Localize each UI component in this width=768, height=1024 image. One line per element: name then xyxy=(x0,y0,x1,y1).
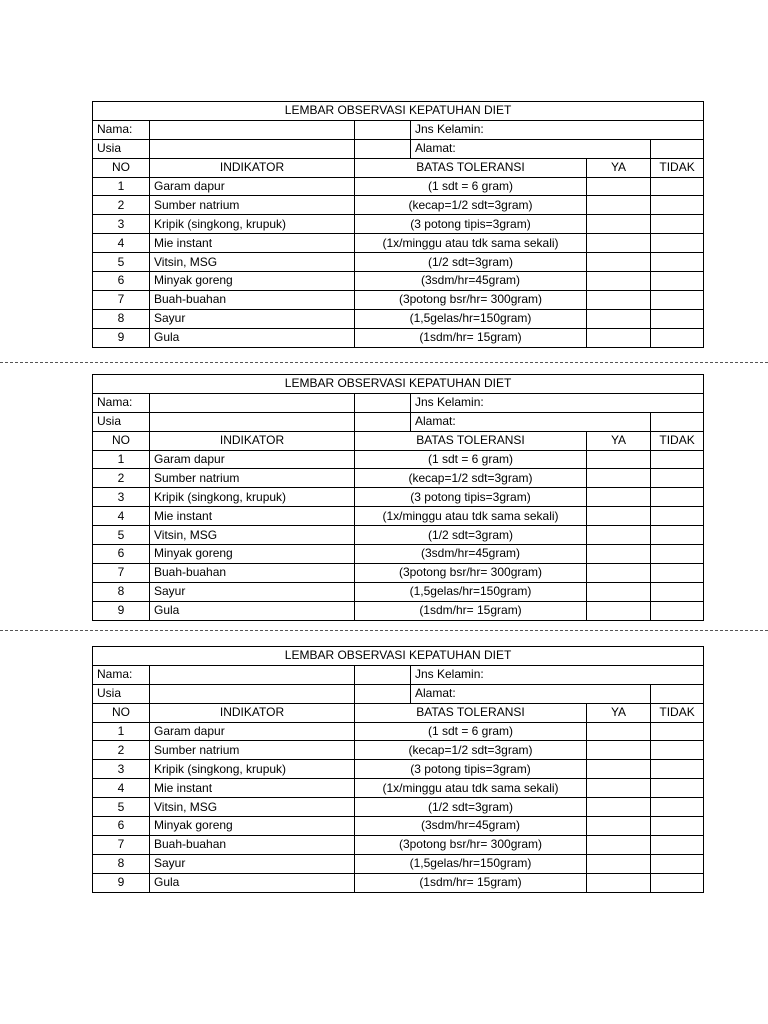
usia-extra-field[interactable] xyxy=(355,684,411,703)
row-indikator: Minyak goreng xyxy=(150,545,355,564)
row-tidak-checkbox[interactable] xyxy=(651,582,704,601)
row-tidak-checkbox[interactable] xyxy=(651,272,704,291)
row-indikator: Mie instant xyxy=(150,234,355,253)
row-ya-checkbox[interactable] xyxy=(587,177,651,196)
row-indikator: Garam dapur xyxy=(150,450,355,469)
table-row xyxy=(93,309,704,328)
row-batas-toleransi: (1sdm/hr= 15gram) xyxy=(355,873,587,892)
table-row xyxy=(93,582,704,601)
row-batas-toleransi: (kecap=1/2 sdt=3gram) xyxy=(355,196,587,215)
row-batas-toleransi: (1x/minggu atau tdk sama sekali) xyxy=(355,507,587,526)
row-tidak-checkbox[interactable] xyxy=(651,722,704,741)
alamat-field[interactable]: Alamat: xyxy=(411,412,651,431)
row-indikator: Kripik (singkong, krupuk) xyxy=(150,760,355,779)
header-no: NO xyxy=(93,158,150,177)
header-ya: YA xyxy=(587,703,651,722)
table-row xyxy=(93,469,704,488)
header-batas-toleransi: BATAS TOLERANSI xyxy=(355,431,587,450)
table-row xyxy=(93,779,704,798)
row-tidak-checkbox[interactable] xyxy=(651,779,704,798)
row-no: 8 xyxy=(93,854,150,873)
nama-row xyxy=(93,393,704,412)
nama-label: Nama: xyxy=(93,665,150,684)
row-batas-toleransi: (kecap=1/2 sdt=3gram) xyxy=(355,741,587,760)
row-tidak-checkbox[interactable] xyxy=(651,309,704,328)
jns-kelamin-field[interactable]: Jns Kelamin: xyxy=(411,393,704,412)
row-no: 3 xyxy=(93,760,150,779)
row-indikator: Kripik (singkong, krupuk) xyxy=(150,488,355,507)
table-row xyxy=(93,873,704,892)
row-batas-toleransi: (3sdm/hr=45gram) xyxy=(355,817,587,836)
header-tidak: TIDAK xyxy=(651,431,704,450)
row-batas-toleransi: (3potong bsr/hr= 300gram) xyxy=(355,563,587,582)
usia-label: Usia xyxy=(93,684,150,703)
form-title: LEMBAR OBSERVASI KEPATUHAN DIET xyxy=(93,647,704,666)
header-batas-toleransi: BATAS TOLERANSI xyxy=(355,158,587,177)
row-batas-toleransi: (1sdm/hr= 15gram) xyxy=(355,328,587,347)
row-batas-toleransi: (3 potong tipis=3gram) xyxy=(355,760,587,779)
row-indikator: Sumber natrium xyxy=(150,469,355,488)
row-ya-checkbox[interactable] xyxy=(587,741,651,760)
row-batas-toleransi: (3sdm/hr=45gram) xyxy=(355,545,587,564)
row-tidak-checkbox[interactable] xyxy=(651,854,704,873)
nama-field[interactable] xyxy=(150,120,355,139)
row-tidak-checkbox[interactable] xyxy=(651,215,704,234)
nama-extra-field[interactable] xyxy=(355,120,411,139)
observation-table xyxy=(92,646,704,893)
title-row xyxy=(93,102,704,121)
table-row xyxy=(93,545,704,564)
header-row xyxy=(93,703,704,722)
row-ya-checkbox[interactable] xyxy=(587,798,651,817)
table-row xyxy=(93,272,704,291)
row-tidak-checkbox[interactable] xyxy=(651,835,704,854)
table-row xyxy=(93,196,704,215)
row-no: 1 xyxy=(93,722,150,741)
alamat-extra-field[interactable] xyxy=(651,139,704,158)
header-row xyxy=(93,431,704,450)
row-tidak-checkbox[interactable] xyxy=(651,290,704,309)
usia-row xyxy=(93,139,704,158)
row-indikator: Buah-buahan xyxy=(150,563,355,582)
row-no: 6 xyxy=(93,545,150,564)
row-indikator: Gula xyxy=(150,601,355,620)
row-no: 2 xyxy=(93,741,150,760)
row-batas-toleransi: (3potong bsr/hr= 300gram) xyxy=(355,290,587,309)
row-batas-toleransi: (3sdm/hr=45gram) xyxy=(355,272,587,291)
row-no: 3 xyxy=(93,488,150,507)
row-indikator: Vitsin, MSG xyxy=(150,798,355,817)
header-indikator: INDIKATOR xyxy=(150,158,355,177)
row-no: 7 xyxy=(93,290,150,309)
table-row xyxy=(93,722,704,741)
row-ya-checkbox[interactable] xyxy=(587,873,651,892)
table-row xyxy=(93,760,704,779)
row-indikator: Buah-buahan xyxy=(150,290,355,309)
table-row xyxy=(93,854,704,873)
row-tidak-checkbox[interactable] xyxy=(651,741,704,760)
row-no: 2 xyxy=(93,196,150,215)
row-ya-checkbox[interactable] xyxy=(587,234,651,253)
alamat-extra-field[interactable] xyxy=(651,684,704,703)
row-ya-checkbox[interactable] xyxy=(587,779,651,798)
observation-form-3 xyxy=(92,646,703,893)
row-indikator: Sumber natrium xyxy=(150,741,355,760)
row-no: 5 xyxy=(93,798,150,817)
usia-extra-field[interactable] xyxy=(355,139,411,158)
row-tidak-checkbox[interactable] xyxy=(651,817,704,836)
table-row xyxy=(93,741,704,760)
row-indikator: Gula xyxy=(150,328,355,347)
usia-field[interactable] xyxy=(150,684,355,703)
nama-field[interactable] xyxy=(150,665,355,684)
row-batas-toleransi: (3 potong tipis=3gram) xyxy=(355,488,587,507)
header-ya: YA xyxy=(587,158,651,177)
cut-line-2 xyxy=(0,630,768,631)
row-tidak-checkbox[interactable] xyxy=(651,760,704,779)
row-no: 1 xyxy=(93,177,150,196)
row-batas-toleransi: (1/2 sdt=3gram) xyxy=(355,253,587,272)
row-indikator: Sumber natrium xyxy=(150,196,355,215)
row-tidak-checkbox[interactable] xyxy=(651,507,704,526)
row-tidak-checkbox[interactable] xyxy=(651,253,704,272)
nama-field[interactable] xyxy=(150,393,355,412)
row-batas-toleransi: (1 sdt = 6 gram) xyxy=(355,722,587,741)
row-tidak-checkbox[interactable] xyxy=(651,545,704,564)
row-ya-checkbox[interactable] xyxy=(587,526,651,545)
row-indikator: Minyak goreng xyxy=(150,272,355,291)
row-ya-checkbox[interactable] xyxy=(587,469,651,488)
row-tidak-checkbox[interactable] xyxy=(651,798,704,817)
nama-label: Nama: xyxy=(93,393,150,412)
table-row xyxy=(93,601,704,620)
row-no: 6 xyxy=(93,272,150,291)
header-tidak: TIDAK xyxy=(651,703,704,722)
row-ya-checkbox[interactable] xyxy=(587,563,651,582)
usia-extra-field[interactable] xyxy=(355,412,411,431)
table-row xyxy=(93,215,704,234)
row-indikator: Gula xyxy=(150,873,355,892)
row-batas-toleransi: (1 sdt = 6 gram) xyxy=(355,177,587,196)
row-batas-toleransi: (3potong bsr/hr= 300gram) xyxy=(355,835,587,854)
row-ya-checkbox[interactable] xyxy=(587,253,651,272)
table-row xyxy=(93,253,704,272)
row-no: 6 xyxy=(93,817,150,836)
row-indikator: Mie instant xyxy=(150,779,355,798)
header-tidak: TIDAK xyxy=(651,158,704,177)
row-tidak-checkbox[interactable] xyxy=(651,526,704,545)
nama-row xyxy=(93,665,704,684)
row-ya-checkbox[interactable] xyxy=(587,507,651,526)
row-indikator: Mie instant xyxy=(150,507,355,526)
row-no: 5 xyxy=(93,526,150,545)
nama-row xyxy=(93,120,704,139)
row-batas-toleransi: (kecap=1/2 sdt=3gram) xyxy=(355,469,587,488)
row-ya-checkbox[interactable] xyxy=(587,215,651,234)
row-ya-checkbox[interactable] xyxy=(587,450,651,469)
row-ya-checkbox[interactable] xyxy=(587,196,651,215)
row-ya-checkbox[interactable] xyxy=(587,835,651,854)
nama-extra-field[interactable] xyxy=(355,665,411,684)
table-row xyxy=(93,328,704,347)
row-no: 8 xyxy=(93,309,150,328)
usia-row xyxy=(93,412,704,431)
usia-field[interactable] xyxy=(150,412,355,431)
header-no: NO xyxy=(93,703,150,722)
row-no: 7 xyxy=(93,563,150,582)
row-no: 2 xyxy=(93,469,150,488)
nama-extra-field[interactable] xyxy=(355,393,411,412)
row-no: 9 xyxy=(93,873,150,892)
row-indikator: Sayur xyxy=(150,582,355,601)
jns-kelamin-field[interactable]: Jns Kelamin: xyxy=(411,120,704,139)
header-ya: YA xyxy=(587,431,651,450)
row-batas-toleransi: (1x/minggu atau tdk sama sekali) xyxy=(355,779,587,798)
row-tidak-checkbox[interactable] xyxy=(651,450,704,469)
row-ya-checkbox[interactable] xyxy=(587,817,651,836)
row-ya-checkbox[interactable] xyxy=(587,760,651,779)
header-no: NO xyxy=(93,431,150,450)
row-no: 4 xyxy=(93,507,150,526)
row-no: 5 xyxy=(93,253,150,272)
row-indikator: Vitsin, MSG xyxy=(150,526,355,545)
table-row xyxy=(93,563,704,582)
header-row xyxy=(93,158,704,177)
row-no: 9 xyxy=(93,328,150,347)
header-indikator: INDIKATOR xyxy=(150,703,355,722)
jns-kelamin-field[interactable]: Jns Kelamin: xyxy=(411,665,704,684)
table-row xyxy=(93,817,704,836)
row-no: 3 xyxy=(93,215,150,234)
row-ya-checkbox[interactable] xyxy=(587,290,651,309)
table-row xyxy=(93,488,704,507)
header-batas-toleransi: BATAS TOLERANSI xyxy=(355,703,587,722)
row-batas-toleransi: (3 potong tipis=3gram) xyxy=(355,215,587,234)
cut-line-1 xyxy=(0,362,768,363)
row-batas-toleransi: (1,5gelas/hr=150gram) xyxy=(355,854,587,873)
alamat-field[interactable]: Alamat: xyxy=(411,139,651,158)
row-no: 1 xyxy=(93,450,150,469)
table-row xyxy=(93,526,704,545)
table-row xyxy=(93,798,704,817)
row-ya-checkbox[interactable] xyxy=(587,488,651,507)
row-tidak-checkbox[interactable] xyxy=(651,488,704,507)
row-tidak-checkbox[interactable] xyxy=(651,177,704,196)
row-indikator: Garam dapur xyxy=(150,177,355,196)
row-indikator: Sayur xyxy=(150,854,355,873)
row-no: 4 xyxy=(93,234,150,253)
row-batas-toleransi: (1x/minggu atau tdk sama sekali) xyxy=(355,234,587,253)
row-ya-checkbox[interactable] xyxy=(587,272,651,291)
row-tidak-checkbox[interactable] xyxy=(651,234,704,253)
row-ya-checkbox[interactable] xyxy=(587,722,651,741)
usia-field[interactable] xyxy=(150,139,355,158)
table-row xyxy=(93,835,704,854)
table-row xyxy=(93,290,704,309)
table-row xyxy=(93,234,704,253)
row-batas-toleransi: (1 sdt = 6 gram) xyxy=(355,450,587,469)
row-indikator: Garam dapur xyxy=(150,722,355,741)
row-no: 9 xyxy=(93,601,150,620)
row-batas-toleransi: (1,5gelas/hr=150gram) xyxy=(355,582,587,601)
row-indikator: Buah-buahan xyxy=(150,835,355,854)
nama-label: Nama: xyxy=(93,120,150,139)
row-ya-checkbox[interactable] xyxy=(587,309,651,328)
observation-form-2 xyxy=(92,374,703,621)
row-indikator: Sayur xyxy=(150,309,355,328)
observation-table xyxy=(92,374,704,621)
row-tidak-checkbox[interactable] xyxy=(651,873,704,892)
observation-table xyxy=(92,101,704,348)
usia-label: Usia xyxy=(93,412,150,431)
alamat-extra-field[interactable] xyxy=(651,412,704,431)
table-row xyxy=(93,507,704,526)
row-ya-checkbox[interactable] xyxy=(587,328,651,347)
row-tidak-checkbox[interactable] xyxy=(651,469,704,488)
row-no: 4 xyxy=(93,779,150,798)
row-tidak-checkbox[interactable] xyxy=(651,601,704,620)
header-indikator: INDIKATOR xyxy=(150,431,355,450)
row-indikator: Vitsin, MSG xyxy=(150,253,355,272)
form-title: LEMBAR OBSERVASI KEPATUHAN DIET xyxy=(93,102,704,121)
observation-form-1 xyxy=(92,101,703,348)
alamat-field[interactable]: Alamat: xyxy=(411,684,651,703)
row-indikator: Kripik (singkong, krupuk) xyxy=(150,215,355,234)
row-tidak-checkbox[interactable] xyxy=(651,563,704,582)
row-ya-checkbox[interactable] xyxy=(587,545,651,564)
row-tidak-checkbox[interactable] xyxy=(651,328,704,347)
row-tidak-checkbox[interactable] xyxy=(651,196,704,215)
row-no: 8 xyxy=(93,582,150,601)
row-no: 7 xyxy=(93,835,150,854)
usia-row xyxy=(93,684,704,703)
row-batas-toleransi: (1,5gelas/hr=150gram) xyxy=(355,309,587,328)
row-ya-checkbox[interactable] xyxy=(587,582,651,601)
table-row xyxy=(93,177,704,196)
title-row xyxy=(93,375,704,394)
row-batas-toleransi: (1/2 sdt=3gram) xyxy=(355,526,587,545)
row-batas-toleransi: (1sdm/hr= 15gram) xyxy=(355,601,587,620)
form-title: LEMBAR OBSERVASI KEPATUHAN DIET xyxy=(93,375,704,394)
table-row xyxy=(93,450,704,469)
title-row xyxy=(93,647,704,666)
row-indikator: Minyak goreng xyxy=(150,817,355,836)
row-batas-toleransi: (1/2 sdt=3gram) xyxy=(355,798,587,817)
row-ya-checkbox[interactable] xyxy=(587,854,651,873)
row-ya-checkbox[interactable] xyxy=(587,601,651,620)
usia-label: Usia xyxy=(93,139,150,158)
